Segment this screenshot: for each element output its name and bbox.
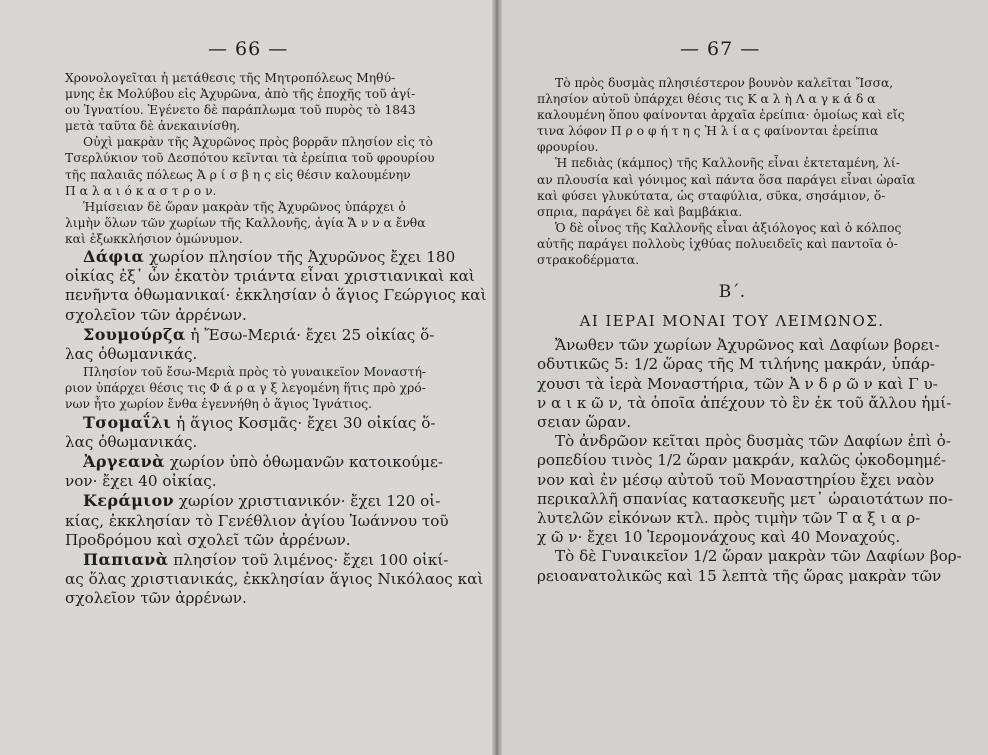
line-text: πενῆντα ὀθωμανικαί· ἐκκλησίαν ὁ ἅγιος Γεώργιος καὶ xyxy=(65,286,487,305)
line-text: μετὰ ταῦτα δὲ ἀνεκαινίσθη. xyxy=(65,119,241,134)
text-line xyxy=(65,286,487,305)
text-line xyxy=(537,393,952,413)
line-text: χωρίον ὑπὸ ὀθωμανῶν κατοικούμε- xyxy=(164,452,444,471)
text-line xyxy=(537,220,927,236)
text-line xyxy=(537,139,927,155)
line-text: χωρίον πλησίον τῆς Ἀχυρῶνος ἔχει 180 xyxy=(144,248,456,267)
text-line xyxy=(65,306,437,325)
text-line xyxy=(537,470,935,490)
line-text: λας ὀθωμανικάς. xyxy=(65,432,198,451)
text-line xyxy=(65,199,437,215)
text-line xyxy=(65,531,437,550)
line-text: πλησίον αὐτοῦ ὑπάρχει θέσις τις Κ α λ ὴ Λ α γ κ ά δ α xyxy=(537,92,876,107)
text-line xyxy=(537,91,927,107)
line-text: Π α λ α ι ό κ α σ τ ρ ο ν. xyxy=(65,183,217,198)
text-line xyxy=(537,75,927,91)
line-text: στρακοδέρματα. xyxy=(537,253,640,268)
text-line xyxy=(65,589,437,608)
text-line xyxy=(537,123,927,139)
section-mark: Β΄. xyxy=(718,282,746,303)
line-text: χουσι τὰ ἱερὰ Μοναστήρια, τῶν Ἀ ν δ ρ ῶ ν καὶ Γ υ- xyxy=(537,374,938,393)
line-text: μνης ἐκ Μολύβου εἰς Ἀχυρῶνα, ἀπὸ τῆς ἐποχῆς τοῦ ἁγί- xyxy=(65,87,416,102)
text-line xyxy=(537,451,947,470)
book-gutter xyxy=(492,0,502,755)
line-text: λιμὴν ὅλων τῶν χωρίων τῆς Καλλονῆς, ἁγία Ἄ ν ν α ἔνθα xyxy=(65,215,426,230)
line-text: ρειοανατολικῶς καὶ 15 λεπτὰ τῆς ὥρας μακρὰν τῶν xyxy=(537,566,942,585)
text-line xyxy=(537,204,927,220)
line-text: Οὐχὶ μακρὰν τῆς Ἀχυρῶνος πρὸς βορρᾶν πλησίον εἰς τὸ xyxy=(83,135,433,150)
text-line xyxy=(537,188,927,204)
text-line xyxy=(537,374,938,394)
page-number: — 67 — xyxy=(680,38,761,60)
line-text: σειαν ὥραν. xyxy=(537,412,632,431)
text-line xyxy=(65,491,441,511)
text-line xyxy=(65,231,437,247)
section-heading: ΑΙ ΙΕΡΑΙ ΜΟΝΑΙ ΤΟΥ ΛΕΙΜΩΝΟΣ. xyxy=(579,312,885,331)
line-text: λυτελῶν εἰκόνων κτλ. πρὸς τιμὴν τῶν Τ α ξ ι α ρ- xyxy=(537,508,921,527)
line-text: Προδρόμου καὶ σχολεῖ τῶν ἀρρένων. xyxy=(65,530,351,549)
entry-lead-word: Ἀργεανὰ xyxy=(83,451,165,471)
line-text: πλησίον τοῦ λιμένος· ἔχει 100 οἰκί- xyxy=(168,550,449,569)
text-line xyxy=(65,396,437,412)
entry-lead-word: Δάφια xyxy=(83,247,145,267)
text-line xyxy=(537,252,927,268)
text-line xyxy=(65,150,437,166)
line-text: οἰκίας ἐξ᾽ ὧν ἑκατὸν τριάντα εἶναι χριστιανικαὶ καὶ xyxy=(65,267,475,286)
entry-lead-word: Κεράμιον xyxy=(83,491,175,511)
line-text: περικαλλῆ σπανίας κατασκευῆς μετ᾽ ὡραιοτάτων πο- xyxy=(537,489,953,508)
text-line xyxy=(65,325,437,345)
line-text: Τὸ δὲ Γυναικεῖον 1/2 ὥραν μακρὰν τῶν Δαφίων βορ- xyxy=(555,547,962,566)
line-text: καὶ ἐξωκκλήσιον ὁμώνυμον. xyxy=(65,231,243,246)
text-line xyxy=(537,566,942,586)
entry-lead-word: Σουμούρζα xyxy=(83,324,186,344)
text-line xyxy=(65,511,449,531)
text-line xyxy=(537,547,962,566)
line-text: ριον ὑπάρχει θέσις τις Φ ά ρ α γ ξ λεγομένη ἥτις πρὸ χρό- xyxy=(65,381,426,396)
text-line xyxy=(65,549,449,570)
line-text: σχολεῖον τῶν ἀρρένων. xyxy=(65,305,247,324)
line-text: οδυτικῶς 5: 1/2 ὥρας τῆς Μ τιλήνης μακράν, ὑπάρ- xyxy=(537,355,936,374)
text-line xyxy=(65,433,437,452)
line-text: σπρια, παράγει δὲ καὶ βαμβάκια. xyxy=(537,204,743,219)
line-text: σχολεῖον τῶν ἀρρένων. xyxy=(65,589,247,608)
text-line xyxy=(65,118,437,134)
text-line xyxy=(537,236,927,252)
line-text: αὐτῆς παράγει πολλοὺς ἰχθύας πολυειδεῖς καὶ παντοῖα ὀ- xyxy=(537,236,898,251)
text-line xyxy=(65,247,456,267)
line-text: Ὁ δὲ οἶνος τῆς Καλλονῆς εἶναι ἀξιόλογος καὶ ὁ κόλπος xyxy=(555,220,902,235)
line-text: ροπεδίου τινὸς 1/2 ὥραν μακράν, καλῶς ᾠκοδομημέ- xyxy=(537,451,947,470)
text-line xyxy=(65,364,437,380)
text-line xyxy=(65,167,437,183)
line-text: τῆς παλαιᾶς πόλεως Ἀ ρ ί σ β η ς εἰς θέσιν καλουμένην xyxy=(65,167,411,182)
text-line xyxy=(537,355,936,374)
line-text: αν πλουσία καὶ γόνιμος καὶ πάντα ὅσα παράγει εἶναι ὡραῖα xyxy=(537,172,916,187)
text-line xyxy=(65,570,484,589)
line-text: χ ῶ ν· ἔχει 10 Ἱερομονάχους καὶ 40 Μοναχούς. xyxy=(537,528,901,547)
line-text: ν α ι κ ῶ ν, τὰ ὁποῖα ἀπέχουν τὸ ἓν ἐκ τοῦ ἄλλου ἡμί- xyxy=(537,393,952,412)
line-text: ἡ Ἔσω-Μεριά· ἔχει 25 οἰκίας ὅ- xyxy=(185,325,435,344)
text-line xyxy=(537,432,951,451)
text-line xyxy=(65,413,437,433)
line-text: Πλησίον τοῦ ἔσω-Μεριὰ πρὸς τὸ γυναικεῖον Μοναστή- xyxy=(83,365,427,380)
text-line xyxy=(65,134,437,150)
line-text: Τὸ πρὸς δυσμὰς πλησιέστερον βουνὸν καλεῖται Ἴσσα, xyxy=(555,76,894,90)
line-text: νον καὶ ἐν μέσῳ αὐτοῦ τοῦ Μοναστηρίου ἔχει ναὸν xyxy=(537,470,935,489)
text-line xyxy=(65,380,437,396)
page-number: — 66 — xyxy=(208,38,289,60)
left-page-text xyxy=(65,70,487,609)
text-line xyxy=(537,336,940,355)
text-line xyxy=(537,155,927,171)
line-text: ας ὅλας χριστιανικάς, ἐκκλησίαν ἅγιος Νικόλαος καὶ xyxy=(65,570,484,589)
text-line xyxy=(65,451,444,472)
text-line xyxy=(537,489,953,509)
line-text: τινα λόφον Π ρ ο φ ή τ η ς Ἠ λ ί α ς φαίνονται ἐρείπια xyxy=(537,124,879,139)
text-line xyxy=(65,102,437,118)
line-text: Χρονολογεῖται ἡ μετάθεσις τῆς Μητροπόλεως Μηθύ- xyxy=(65,71,396,85)
text-line xyxy=(65,472,437,491)
text-line xyxy=(65,267,475,286)
line-text: Ἡ πεδιὰς (κάμπος) τῆς Καλλονῆς εἶναι ἐκτεταμένη, λί- xyxy=(555,156,900,171)
line-text: καλουμένη ὅπου φαίνονται ἀρχαῖα ἐρείπια· ὁμοίως καὶ εἴς xyxy=(537,108,905,123)
line-text: νον· ἔχει 40 οἰκίας. xyxy=(65,472,217,491)
text-line xyxy=(65,183,437,199)
right-page-text xyxy=(537,75,962,586)
line-text: ου Ἰγνατίου. Ἐγένετο δὲ παράπλωμα τοῦ πυρὸς τὸ 1843 xyxy=(65,103,416,118)
line-text: φρουρίου. xyxy=(537,140,599,155)
line-text: Ἡμίσειαν δὲ ὥραν μακρὰν τῆς Ἀχυρῶνος ὑπάρχει ὁ xyxy=(83,199,406,214)
text-line xyxy=(537,172,927,188)
text-line xyxy=(65,345,437,364)
line-text: Ἄνωθεν τῶν χωρίων Ἀχυρῶνος καὶ Δαφίων βορει- xyxy=(555,336,940,355)
entry-lead-word: Παπιανὰ xyxy=(83,549,169,569)
text-line xyxy=(65,86,437,102)
right-page xyxy=(497,0,988,755)
line-text: Τὸ ἀνδρῶον κεῖται πρὸς δυσμὰς τῶν Δαφίων ἐπὶ ὀ- xyxy=(555,432,951,451)
line-text: λας ὀθωμανικάς. xyxy=(65,345,198,364)
text-line xyxy=(65,70,437,86)
text-block xyxy=(537,75,927,268)
line-text: ἡ ἅγιος Κοσμᾶς· ἔχει 30 οἰκίας ὅ- xyxy=(171,413,436,432)
line-text: Τσερλύκιον τοῦ Δεσπότου κεῖνται τὰ ἐρείπια τοῦ φρουρίου xyxy=(65,151,435,166)
line-text: καὶ φύσει γλυκύτατα, ὡς σταφύλια, σῦκα, σησάμιον, ὄ- xyxy=(537,188,886,203)
text-line xyxy=(537,509,927,528)
text-line xyxy=(537,107,927,123)
entry-lead-word: Τσομαΐλι xyxy=(83,412,172,432)
line-text: χωρίον χριστιανικόν· ἔχει 120 οἰ- xyxy=(174,492,441,511)
text-line xyxy=(65,215,437,231)
text-line xyxy=(537,413,927,432)
line-text: νων ἦτο χωρίον ἔνθα ἐγεννήθη ὁ ἅγιος Ἰγνάτιος. xyxy=(65,397,373,412)
text-line xyxy=(537,528,927,547)
text-block xyxy=(537,336,962,586)
line-text: κίας, ἐκκλησίαν τὸ Γενέθλιον ἁγίου Ἰωάννου τοῦ xyxy=(65,511,449,530)
